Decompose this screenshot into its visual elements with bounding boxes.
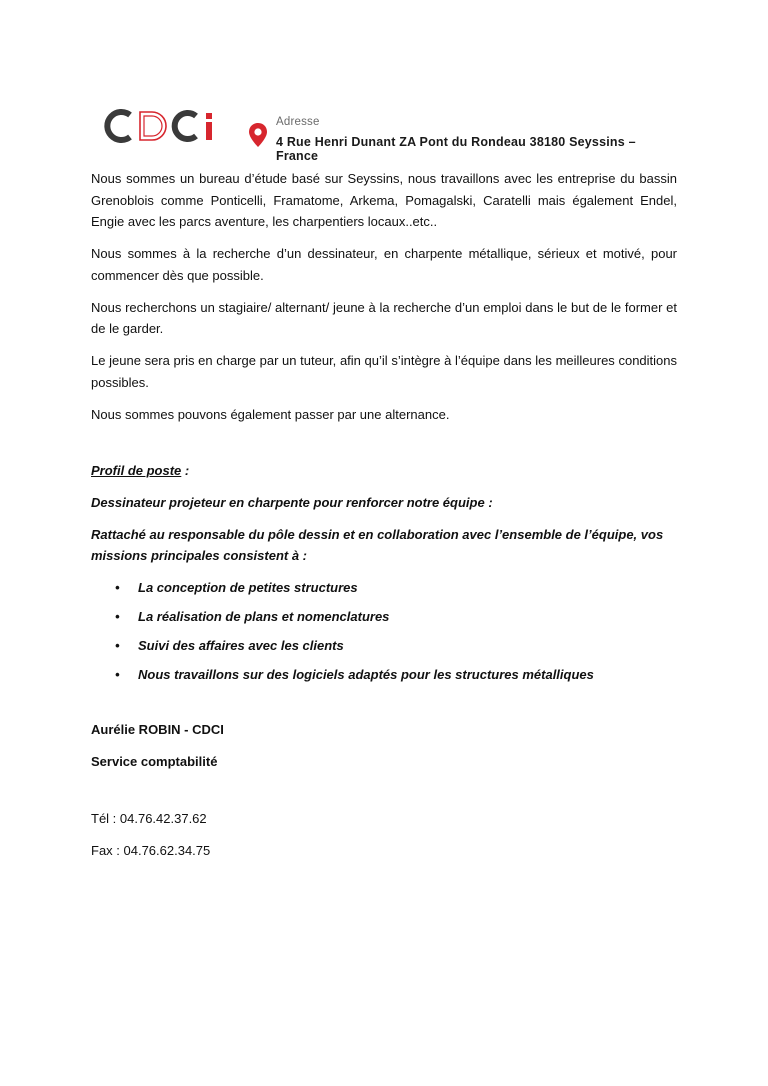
letterhead — [100, 104, 680, 163]
mission-text: La conception de petites structures — [138, 580, 358, 595]
profile-attachment: Rattaché au responsable du pôle dessin et en collaboration avec l’ensemble de l’équipe, vos missions principales consistent à : — [91, 526, 664, 563]
profile-heading-label: Profil de poste — [91, 462, 182, 478]
signature-name: Aurélie ROBIN - CDCI — [91, 722, 224, 737]
fax-number: Fax : 04.76.62.34.75 — [91, 842, 211, 858]
intro-paragraph: Nous sommes à la recherche d’un dessinateur, en charpente métallique, sérieux et motivé, pour commencer dès que possible. — [91, 246, 677, 283]
profile-heading-suffix: : — [181, 462, 190, 478]
missions-list — [91, 577, 677, 693]
address-label: Adresse — [276, 116, 320, 128]
mission-text: Nous travaillons sur des logiciels adaptés pour les structures métalliques — [138, 667, 594, 682]
bullet-icon: • — [115, 667, 120, 682]
location-pin-icon — [248, 122, 268, 148]
list-item — [91, 577, 677, 606]
bullet-icon: • — [115, 580, 120, 595]
bullet-icon: • — [115, 638, 120, 653]
profile-role: Dessinateur projeteur en charpente pour renforcer notre équipe : — [91, 494, 493, 510]
intro-paragraph: Le jeune sera pris en charge par un tuteur, afin qu’il s’intègre à l’équipe dans les meilleures conditions possibles. — [91, 353, 677, 390]
bullet-icon: • — [115, 609, 120, 624]
address-value: 4 Rue Henri Dunant ZA Pont du Rondeau 38180 Seyssins – France — [276, 135, 636, 163]
list-item — [91, 664, 677, 693]
phone-number: Tél : 04.76.42.37.62 — [91, 811, 207, 826]
list-item — [91, 606, 677, 635]
signature-department: Service comptabilité — [91, 753, 218, 769]
intro-paragraph: Nous sommes pouvons également passer par une alternance. — [91, 406, 450, 422]
intro-paragraph: Nous sommes un bureau d’étude basé sur Seyssins, nous travaillons avec les entreprise du bassin Grenoblois comme Ponticelli, Framatome, Arkema, Pomagalski, Caratelli mais également Endel, Engie avec les parcs aventure, les charpentiers locaux..etc.. — [91, 171, 677, 229]
profile-heading — [91, 460, 677, 482]
mission-text: Suivi des affaires avec les clients — [138, 638, 344, 653]
mission-text: La réalisation de plans et nomenclatures — [138, 609, 390, 624]
intro-paragraph: Nous recherchons un stagiaire/ alternant/ jeune à la recherche d’un emploi dans le but de le former et de le garder. — [91, 299, 677, 336]
company-logo — [100, 106, 230, 146]
list-item — [91, 635, 677, 664]
letter-body — [91, 168, 677, 867]
